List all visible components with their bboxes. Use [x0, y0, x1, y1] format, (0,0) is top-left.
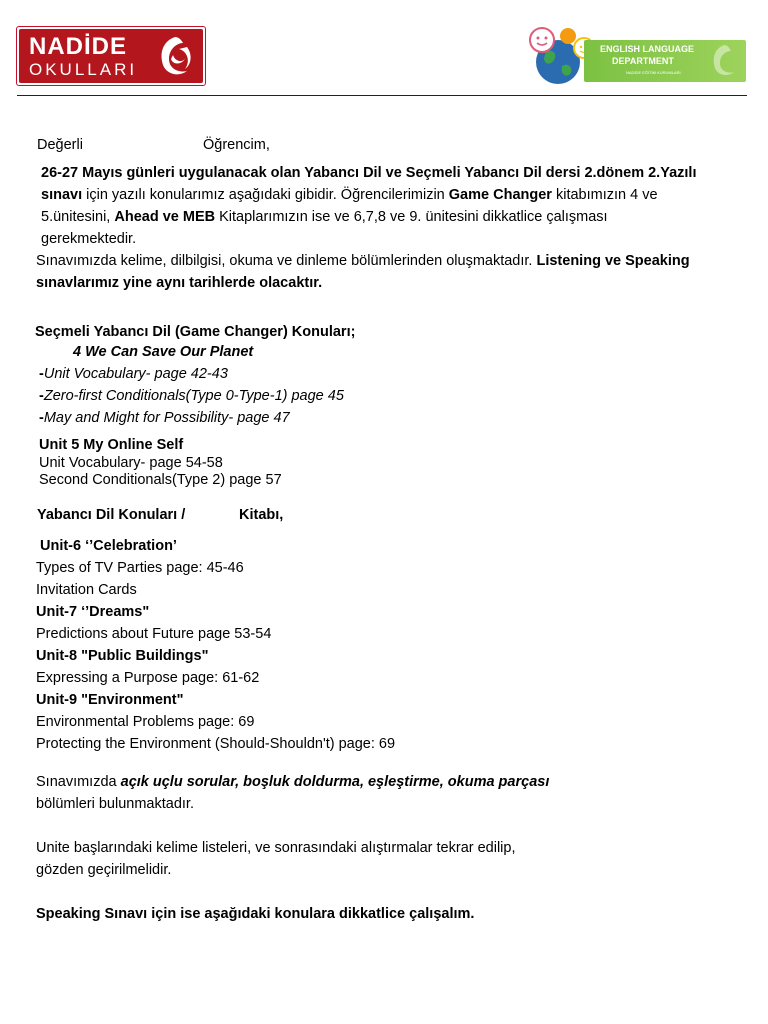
intro-line-3-start: 5.ünitesini, [41, 209, 115, 225]
exam-info-line-1 [36, 773, 549, 791]
intro-line-3 [41, 208, 745, 226]
intro-line-1 [41, 164, 745, 182]
intro-line-1-text: 26-27 Mayıs günleri uygulanacak olan Yabancı Dil ve Seçmeli Yabancı Dil dersi 2.dönem 2.Yazılı [41, 165, 697, 181]
foreign-section-book: Kitabı, [239, 507, 284, 523]
unit4-item [39, 365, 228, 383]
intro-line-5-text: Sınavımızda kelime, dilbilgisi, okuma ve dinleme bölümlerinden oluşmaktadır. [36, 253, 537, 269]
intro-line-4: gerekmektedir. [41, 231, 137, 247]
unit4-item-text: May and Might for Possibility- page 47 [43, 410, 290, 426]
unit8-title: Unit-8 "Public Buildings" [36, 648, 209, 664]
nadide-schools-logo [16, 26, 206, 86]
english-department-logo [522, 22, 752, 88]
greeting-word1: Değerli [37, 137, 83, 153]
department-subtitle: NADİDE EĞİTİM KURUMLARI [626, 70, 681, 75]
flower-watermark-icon [704, 41, 744, 81]
department-name-line1: ENGLISH LANGUAGE [600, 44, 695, 54]
intro-line-5 [36, 252, 740, 270]
intro-line-5-bold: Listening ve Speaking [536, 253, 690, 269]
unit7-item: Predictions about Future page 53-54 [36, 626, 272, 642]
exam-info-line-2: bölümleri bulunmaktadır. [36, 796, 194, 812]
logo-text-bottom: OKULLARI [29, 60, 138, 79]
list-dash: - [39, 410, 44, 426]
intro-line-2-bold: sınavı [41, 187, 83, 203]
exam-info-text: Sınavımızda [36, 774, 121, 790]
list-dash: - [39, 366, 44, 382]
unit5-item: Unit Vocabulary- page 54-58 [39, 455, 223, 471]
intro-line-2-book: Game Changer [448, 187, 552, 203]
intro-line-2 [41, 186, 745, 204]
unit6-title: Unit-6 ‘’Celebration’ [40, 538, 177, 554]
unit8-item: Expressing a Purpose page: 61-62 [36, 670, 260, 686]
intro-line-2-text: için yazılı konularımız aşağıdaki gibidir. Öğrencilerimizin [82, 187, 449, 203]
unit9-item: Environmental Problems page: 69 [36, 714, 255, 730]
review-line-1: Unite başlarındaki kelime listeleri, ve sonrasındaki alıştırmalar tekrar edilip, [36, 840, 516, 856]
intro-line-6: sınavlarımız yine aynı tarihlerde olacaktır. [36, 275, 323, 291]
intro-line-3-books: Ahead ve MEB [114, 209, 216, 225]
unit9-item: Protecting the Environment (Should-Shouldn't) page: 69 [36, 736, 396, 752]
unit7-title: Unit-7 ‘’Dreams" [36, 604, 150, 620]
speaking-note: Speaking Sınavı için ise aşağıdaki konulara dikkatlice çalışalım. [36, 906, 475, 922]
unit4-item [39, 409, 290, 427]
unit4-title: 4 We Can Save Our Planet [73, 344, 254, 360]
unit6-item: Invitation Cards [36, 582, 137, 598]
unit5-title: Unit 5 My Online Self [39, 437, 184, 453]
flower-emblem-icon [149, 31, 201, 83]
unit4-item-text: Unit Vocabulary- page 42-43 [43, 366, 228, 382]
list-dash: - [39, 388, 44, 404]
department-name-line2: DEPARTMENT [612, 56, 674, 66]
unit5-item: Second Conditionals(Type 2) page 57 [39, 472, 282, 488]
foreign-section-title: Yabancı Dil Konuları / [37, 507, 186, 523]
review-line-2: gözden geçirilmelidir. [36, 862, 172, 878]
intro-line-3-end: Kitaplarımızın ise ve 6,7,8 ve 9. ünitesini dikkatlice çalışması [215, 209, 608, 225]
exam-info-sections: açık uçlu sorular, boşluk doldurma, eşleştirme, okuma parçası [120, 774, 550, 790]
unit4-item-text: Zero-first Conditionals(Type 0-Type-1) page 45 [43, 388, 344, 404]
intro-line-2-text-end: kitabımızın 4 ve [551, 187, 658, 203]
unit4-item [39, 387, 344, 405]
header-divider [17, 95, 747, 96]
unit9-title: Unit-9 "Environment" [36, 692, 184, 708]
greeting-word2: Öğrencim, [203, 137, 270, 153]
unit6-item: Types of TV Parties page: 45-46 [36, 560, 244, 576]
logo-text-top: NADİDE [29, 33, 128, 60]
elective-section-title: Seçmeli Yabancı Dil (Game Changer) Konuları; [35, 324, 356, 340]
